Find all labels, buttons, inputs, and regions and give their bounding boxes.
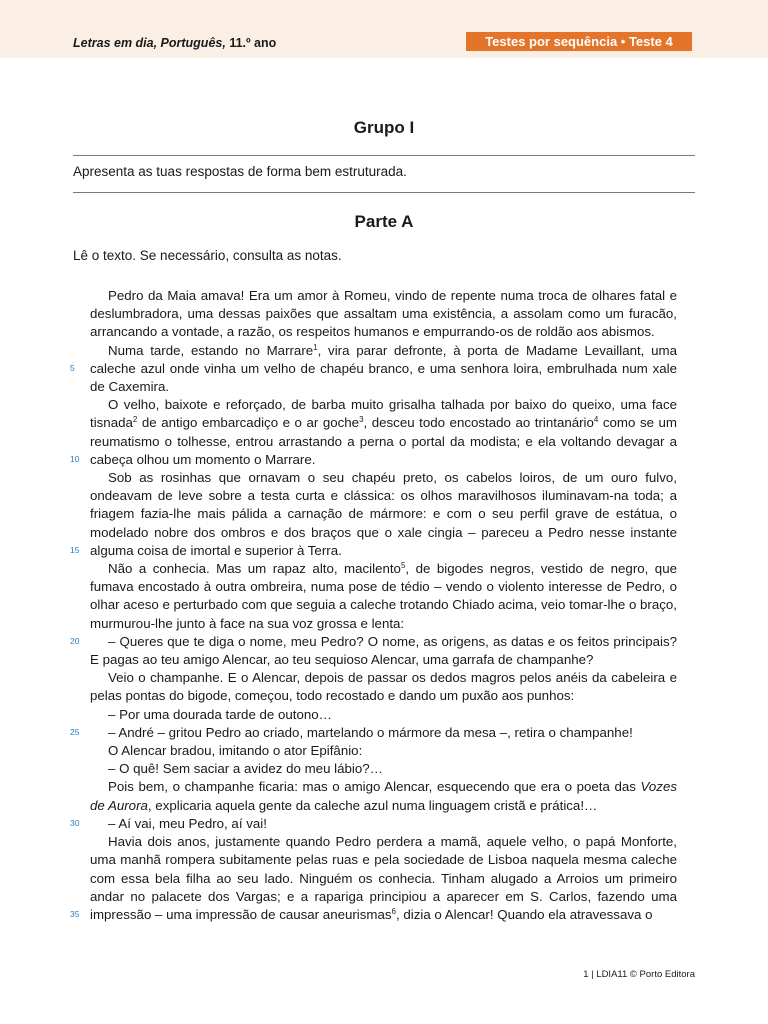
paragraph: Sob as rosinhas que ornavam o seu chapéu preto, os cabelos loiros, de um ouro fulvo, ondeavam de leve sobre a testa curta e clássica: os olhos maravilhosos iluminavam-na toda; a friagem fazia-lhe mais pálida a carnação de mármore: e com o seu perfil grave de estátua, o modelado nobre dos ombros e dos braços que o xale cingia – pareceu a Pedro nesse instante alguma coisa de imortal e superior à Terra.: [90, 470, 677, 558]
paragraph: O velho, baixote e reforçado, de barba muito grisalha talhada por baixo do queixo, uma face tisnada$^2$ de antigo embarcadiço e o ar goche$^3$, desceu todo encostado ao trintanário$^4$ como se um reumatismo o tolhesse, entrou arrastando a perna o portal da modista; e ela voltando devagar a cabeça olhou um momento o Marrare.: [90, 397, 677, 467]
paragraph: Numa tarde, estando no Marrare$^1$, vira parar defronte, à porta de Madame Levaillant, uma caleche azul onde vinha um velho de chapéu branco, e uma senhora loira, embrulhada num xale de Caxemira.: [90, 342, 677, 395]
paragraph: – Por uma dourada tarde de outono…: [108, 706, 332, 722]
grade: 11.º ano: [229, 36, 277, 50]
paragraph: – Aí vai, meu Pedro, aí vai!: [108, 815, 267, 831]
divider-top: [73, 155, 695, 156]
line-number-15: 15: [70, 545, 80, 555]
paragraph: Pedro da Maia amava! Era um amor à Romeu, vindo de repente numa troca de olhares fatal e deslumbradora, uma dessas paixões que assaltam uma existência, a assolam como um furacão, arrancando a vontade, a razão, os respeitos humanos e empurrando-os de roldão aos abismos.: [90, 288, 677, 340]
part-title: Parte A: [354, 212, 414, 231]
footnote-ref: 3: [359, 415, 364, 425]
reading-text: [90, 287, 677, 924]
paragraph: Pois bem, o champanhe ficaria: mas o amigo Alencar, esquecendo que era o poeta das Vozes de Aurora, explicaria aquela gente da caleche azul numa linguagem cristã e prática!…: [90, 779, 677, 813]
book-title-text: Letras em dia, Português,: [73, 36, 226, 50]
footnote-ref: 4: [593, 415, 599, 425]
paragraph: Veio o champanhe. E o Alencar, depois de passar os dedos magros pelos anéis da cabeleira e pelas pontas do bigode, começou, todo recostado e dando um puxão aos punhos:: [90, 670, 677, 704]
footer: 1 | LDIA11 © Porto Editora: [583, 969, 695, 980]
paragraph: – Queres que te diga o nome, meu Pedro? O nome, as origens, as datas e os feitos principais? E pagas ao teu amigo Alencar, ao teu sequioso Alencar, uma garrafa de champanhe?: [90, 633, 677, 668]
line-number-30: 30: [70, 818, 80, 828]
footnote-ref: 5: [400, 561, 406, 571]
instruction: Apresenta as tuas respostas de forma bem estruturada.: [73, 164, 407, 179]
footnote-ref: 2: [132, 415, 138, 425]
test-label: Testes por sequência • Teste 4: [466, 32, 692, 51]
paragraph: Havia dois anos, justamente quando Pedro perdera a mamã, aquele velho, o papá Monforte, uma manhã rompera subitamente pelas ruas e pela sociedade de Lisboa naquela mesma caleche com essa bela filha ao seu lado. Ninguém os conhecia. Tinham alugado a Arroios um primeiro andar no palacete dos Vargas; e a rapariga principiou a aparecer em S. Carlos, fazendo uma impressão – uma impressão de causar aneurismas$^6$, dizia o Alencar! Quando ela atravessava o: [90, 834, 677, 922]
footnote-ref: 1: [313, 342, 318, 352]
paragraph: Não a conhecia. Mas um rapaz alto, macilento$^5$, de bigodes negros, vestido de negro, que fumava encostado à outra ombreira, numa pose de tédio – vendo o violento interesse de Pedro, o olhar aceso e perturbado com que seguia a caleche trotando Chiado acima, veio tomar-lhe o braço, murmurou-lhe junto à face na sua voz grossa e lenta:: [90, 561, 677, 631]
paragraph: – André – gritou Pedro ao criado, martelando o mármore da mesa –, retira o champanhe!: [108, 724, 633, 740]
line-number-35: 35: [70, 909, 80, 919]
line-number-25: 25: [70, 727, 80, 737]
footnote-ref: 6: [391, 906, 396, 916]
paragraph: – O quê! Sem saciar a avidez do meu lábio?…: [108, 761, 383, 777]
book-title-italic: Vozes de Aurora: [90, 779, 677, 813]
line-number-10: 10: [70, 454, 80, 464]
group-title: Grupo I: [353, 118, 415, 137]
line-number-5: 5: [70, 363, 75, 373]
book-title: [73, 36, 276, 50]
paragraph: O Alencar bradou, imitando o ator Epifânio:: [108, 743, 363, 759]
lead-text: Lê o texto. Se necessário, consulta as notas.: [73, 248, 342, 263]
line-number-20: 20: [70, 636, 80, 646]
divider-bottom: [73, 192, 695, 193]
